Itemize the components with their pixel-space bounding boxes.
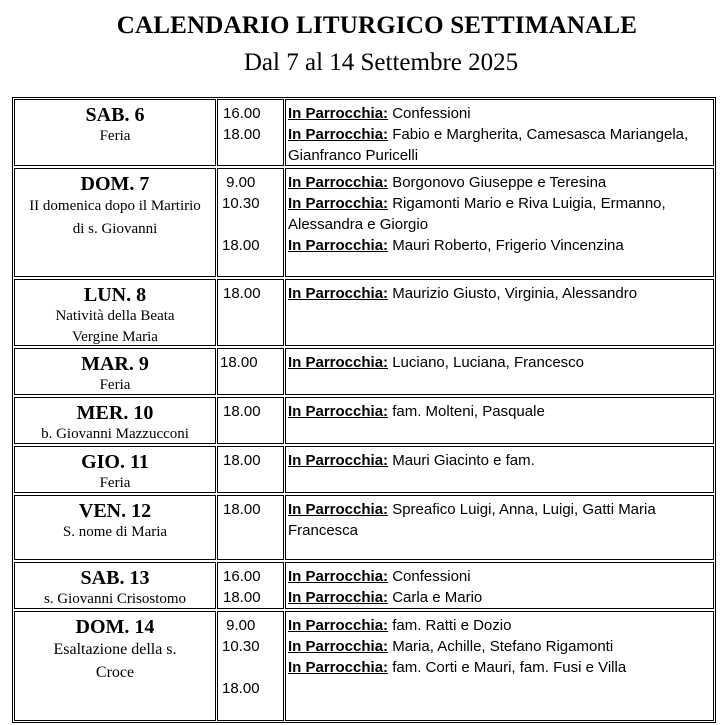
intention-text: Mauri Roberto, Frigerio Vincenzina [388, 237, 624, 254]
day-row-ven-12 [14, 495, 714, 560]
location-label: In Parrocchia: [288, 354, 389, 371]
time-cell [217, 611, 284, 721]
intention-entry [288, 283, 707, 304]
intention-entry [288, 450, 707, 471]
day-description: Feria [99, 128, 131, 144]
intention-entry [288, 193, 707, 235]
day-name: MAR. 9 [81, 353, 149, 375]
intention-entry [288, 124, 707, 166]
day-name: SAB. 6 [85, 104, 145, 126]
day-row-mer-10 [14, 397, 714, 444]
page-subtitle: Dal 7 al 14 Settembre 2025 [243, 49, 519, 76]
intentions-cell [285, 611, 714, 721]
day-description: Natività della Beata Vergine Maria [55, 308, 175, 345]
intention-entry [288, 657, 707, 678]
mass-time: 16.00 [223, 105, 261, 122]
intention-entry [288, 587, 707, 608]
day-row-dom-7 [14, 168, 714, 277]
time-cell [217, 168, 284, 277]
mass-time: 16.00 [223, 568, 261, 585]
intention-text: Borgonovo Giuseppe e Teresina [388, 174, 607, 191]
time-cell [217, 495, 284, 560]
day-description: S. nome di Maria [62, 524, 168, 540]
location-label: In Parrocchia: [288, 638, 389, 655]
mass-time: 10.30 [222, 638, 260, 655]
location-label: In Parrocchia: [288, 403, 389, 420]
location-label: In Parrocchia: [288, 452, 389, 469]
intention-text: fam. Ratti e Dozio [388, 617, 512, 634]
mass-time: 18.00 [220, 354, 258, 371]
intention-entry [288, 566, 707, 587]
intention-entry [288, 636, 707, 657]
mass-time: 18.00 [223, 501, 261, 518]
day-description: s. Giovanni Crisostomo [43, 591, 187, 607]
day-name: GIO. 11 [81, 451, 149, 473]
mass-time [222, 657, 283, 678]
location-label: In Parrocchia: [288, 589, 389, 606]
mass-time: 18.00 [223, 126, 261, 143]
location-label: In Parrocchia: [288, 105, 389, 122]
day-row-dom-14 [14, 611, 714, 721]
mass-time: 18.00 [223, 403, 261, 420]
time-cell [217, 446, 284, 493]
location-label: In Parrocchia: [288, 126, 389, 143]
intention-text: Mauri Giacinto e fam. [388, 452, 535, 469]
mass-time: 18.00 [222, 237, 260, 254]
intention-entry [288, 235, 707, 256]
mass-time: 9.00 [222, 617, 256, 634]
intention-text: Rigamonti Mario e Riva Luigia, Ermanno, Alessandra e Giorgio [288, 195, 666, 233]
day-cell [14, 99, 216, 166]
location-label: In Parrocchia: [288, 285, 389, 302]
day-name: DOM. 7 [80, 173, 150, 195]
intentions-cell [285, 397, 714, 444]
intentions-cell [285, 348, 714, 395]
mass-time: 9.00 [222, 174, 256, 191]
intention-entry [288, 401, 707, 422]
location-label: In Parrocchia: [288, 501, 389, 518]
mass-time [222, 214, 283, 235]
intention-text: fam. Corti e Mauri, fam. Fusi e Villa [388, 659, 627, 676]
day-row-sab-6 [14, 99, 714, 166]
day-description: Esaltazione della s. Croce [53, 641, 177, 681]
location-label: In Parrocchia: [288, 174, 389, 191]
intention-text: Confessioni [388, 568, 471, 585]
intentions-cell [285, 562, 714, 609]
day-cell [14, 348, 216, 395]
day-name: LUN. 8 [83, 284, 147, 306]
intentions-cell [285, 446, 714, 493]
day-row-mar-9 [14, 348, 714, 395]
time-cell [217, 562, 284, 609]
day-cell [14, 562, 216, 609]
intentions-cell [285, 99, 714, 166]
intention-entry [288, 352, 707, 373]
day-cell [14, 495, 216, 560]
day-description: Feria [99, 377, 131, 393]
day-row-gio-11 [14, 446, 714, 493]
day-name: VEN. 12 [78, 500, 152, 522]
intention-text: Fabio e Margherita, Camesasca Mariangela, Gianfranco Puricelli [288, 126, 689, 164]
day-row-sab-13 [14, 562, 714, 609]
day-description: b. Giovanni Mazzucconi [41, 426, 189, 442]
intention-entry [288, 103, 707, 124]
intention-text: Confessioni [388, 105, 471, 122]
intention-text: fam. Molteni, Pasquale [388, 403, 545, 420]
location-label: In Parrocchia: [288, 237, 389, 254]
intention-text: Luciano, Luciana, Francesco [388, 354, 584, 371]
intention-text: Spreafico Luigi, Anna, Luigi, Gatti Maria Francesca [288, 501, 656, 539]
day-description: II domenica dopo il Martirio di s. Giovanni [29, 198, 201, 237]
location-label: In Parrocchia: [288, 659, 389, 676]
mass-time: 18.00 [223, 285, 261, 302]
intention-text: Carla e Mario [388, 589, 483, 606]
mass-time: 18.00 [223, 589, 261, 606]
day-cell [14, 168, 216, 277]
day-cell [14, 611, 216, 721]
day-row-lun-8 [14, 279, 714, 346]
day-name: SAB. 13 [80, 567, 150, 589]
day-cell [14, 397, 216, 444]
time-cell [217, 397, 284, 444]
day-name: MER. 10 [76, 402, 154, 424]
location-label: In Parrocchia: [288, 195, 389, 212]
intention-text: Maurizio Giusto, Virginia, Alessandro [388, 285, 638, 302]
intention-entry [288, 615, 707, 636]
time-cell [217, 279, 284, 346]
mass-time: 18.00 [223, 452, 261, 469]
day-name: DOM. 14 [75, 616, 155, 638]
day-description: Feria [99, 475, 131, 491]
mass-time: 18.00 [222, 680, 260, 697]
intentions-cell [285, 495, 714, 560]
mass-time: 10.30 [222, 195, 260, 212]
page-title: CALENDARIO LITURGICO SETTIMANALE [116, 12, 638, 39]
intention-entry [288, 499, 707, 541]
day-cell [14, 446, 216, 493]
location-label: In Parrocchia: [288, 568, 389, 585]
day-cell [14, 279, 216, 346]
time-cell [217, 348, 284, 395]
time-cell [217, 99, 284, 166]
location-label: In Parrocchia: [288, 617, 389, 634]
intentions-cell [285, 279, 714, 346]
intention-text: Maria, Achille, Stefano Rigamonti [388, 638, 614, 655]
intentions-cell [285, 168, 714, 277]
intention-entry [288, 172, 707, 193]
